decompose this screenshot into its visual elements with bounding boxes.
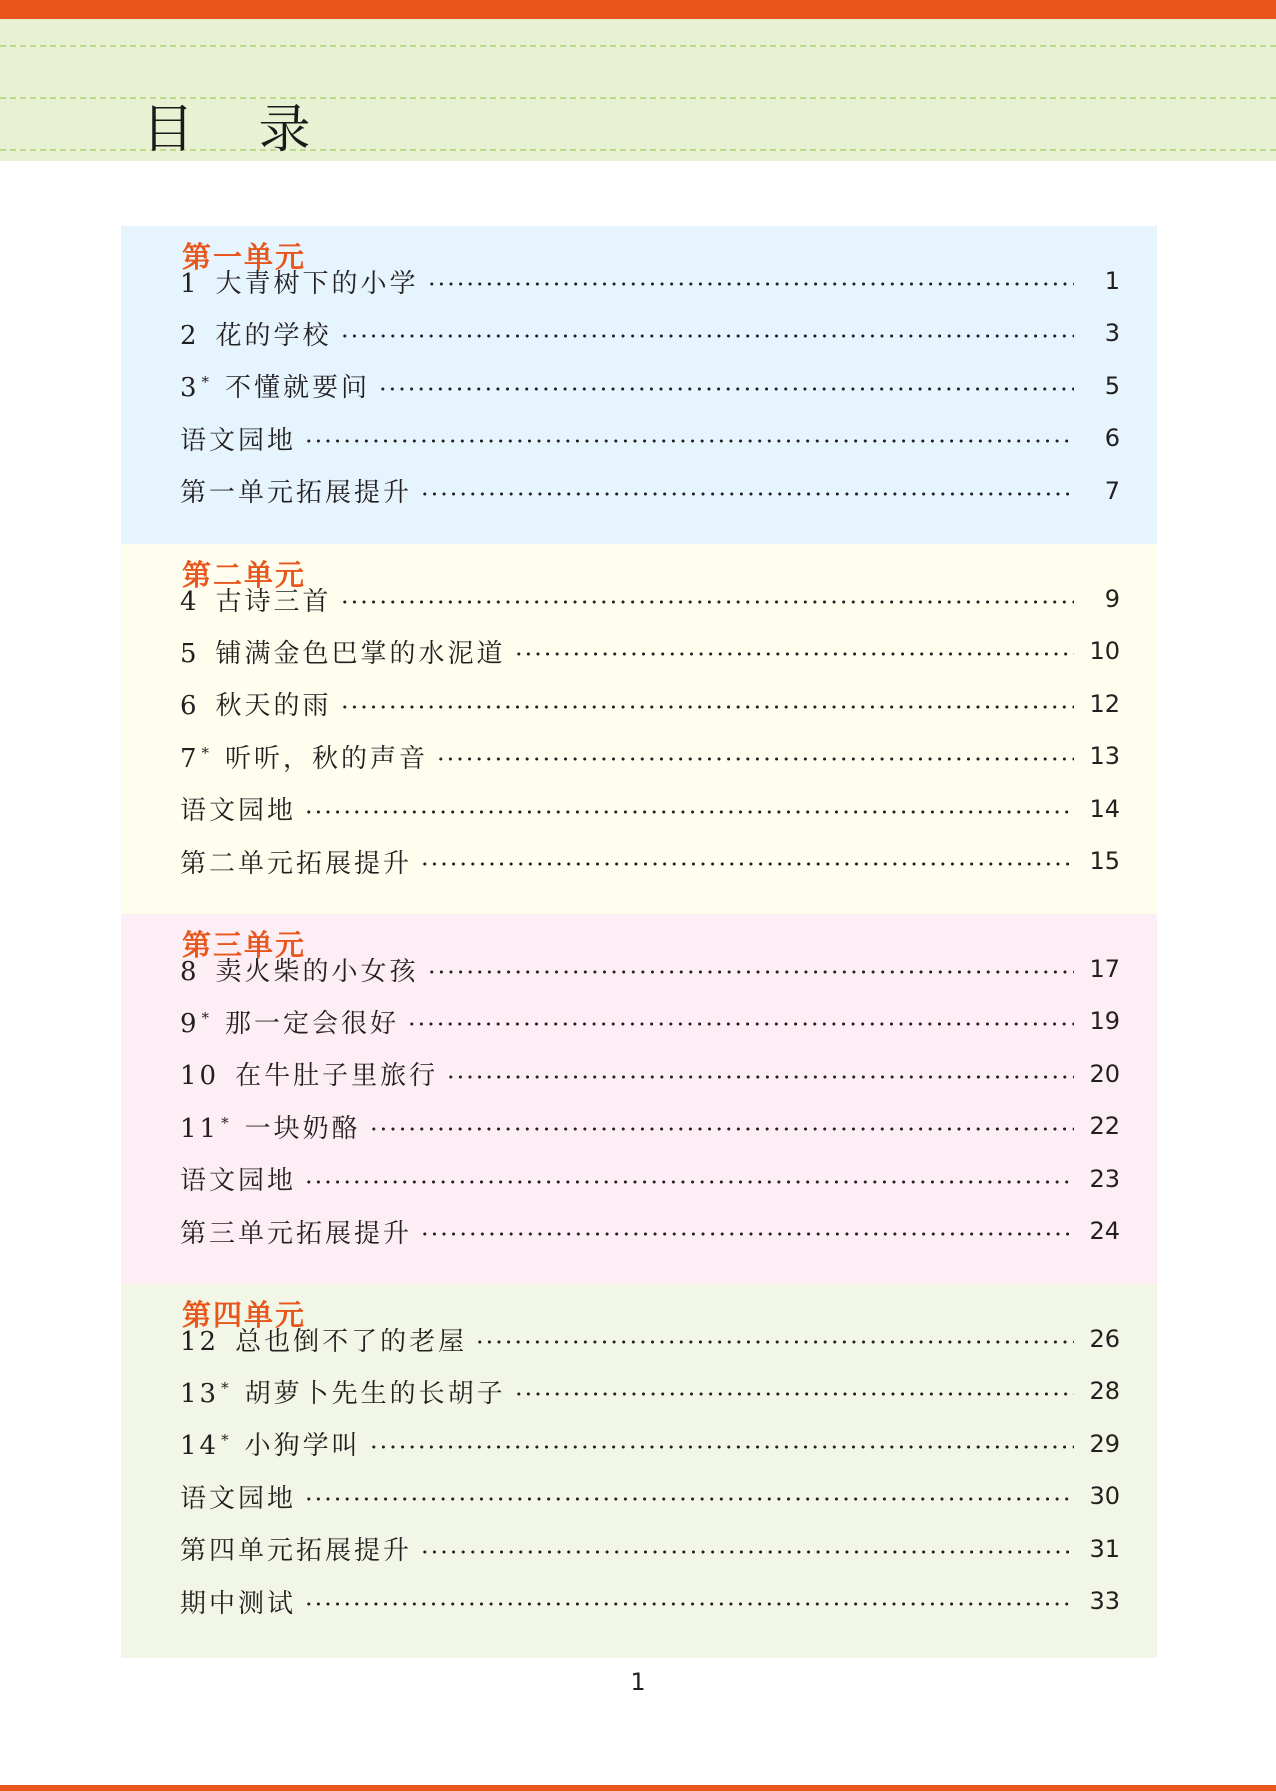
dot-leader: [340, 600, 1074, 604]
entry-number: 10: [180, 1061, 220, 1092]
entry-number: 5: [180, 638, 200, 669]
optional-lesson-mark: *: [201, 373, 210, 392]
dot-leader: [304, 439, 1074, 443]
entry-label: 在牛肚子里旅行: [235, 1061, 439, 1092]
entry-title: [180, 951, 427, 988]
dot-leader: [378, 387, 1074, 391]
entry-label: 语文园地: [180, 796, 297, 827]
toc-entry[interactable]: [180, 841, 1120, 881]
entry-page-number: 31: [1089, 1534, 1120, 1563]
entry-label: 第一单元拓展提升: [180, 478, 413, 509]
entry-label: 大青树下的小学: [215, 268, 419, 299]
entry-number: 1: [180, 268, 200, 299]
entry-title: [180, 1373, 514, 1410]
entry-title: [180, 315, 340, 352]
dot-leader: [340, 334, 1074, 338]
unit-section: [121, 914, 1157, 1284]
dot-leader: [369, 1445, 1074, 1449]
dot-leader: [304, 1180, 1074, 1184]
dot-leader: [340, 705, 1074, 709]
entry-label: 总也倒不了的老屋: [235, 1326, 468, 1357]
toc-entry[interactable]: [180, 631, 1120, 671]
entry-page-number: 6: [1104, 424, 1120, 453]
entry-page-number: 5: [1104, 371, 1120, 400]
entry-page-number: 1: [1104, 267, 1120, 295]
entry-label: 语文园地: [180, 425, 297, 456]
dot-leader: [514, 1392, 1074, 1396]
toc-entry[interactable]: [180, 261, 1120, 301]
entry-title: [180, 633, 514, 670]
toc-entry[interactable]: [180, 1054, 1120, 1094]
entry-page-number: 20: [1089, 1059, 1120, 1088]
toc-entry[interactable]: [180, 1476, 1120, 1516]
entry-label: 那一定会很好: [225, 1008, 400, 1039]
toc-entry[interactable]: [180, 1211, 1120, 1251]
entry-page-number: 22: [1089, 1112, 1120, 1141]
bottom-accent-bar: [0, 1785, 1276, 1791]
entry-title: [180, 472, 420, 509]
toc-entry[interactable]: [180, 1001, 1120, 1041]
toc-entry[interactable]: [180, 736, 1120, 776]
entry-title: [180, 1003, 407, 1040]
entry-page-number: 7: [1104, 476, 1120, 505]
toc-entry[interactable]: [180, 1159, 1120, 1199]
entry-page-number: 29: [1089, 1429, 1120, 1458]
toc-entry[interactable]: [180, 471, 1120, 511]
entry-number: 7: [180, 743, 200, 774]
page-number: 1: [630, 1668, 646, 1696]
entry-number: 6: [180, 691, 200, 722]
entry-label: 花的学校: [215, 320, 332, 351]
entry-page-number: 26: [1089, 1325, 1120, 1353]
entry-number: 2: [180, 320, 200, 351]
entry-label: 期中测试: [180, 1588, 297, 1619]
optional-lesson-mark: *: [221, 1431, 229, 1450]
unit-title: 第二单元: [182, 558, 307, 592]
entry-page-number: 9: [1104, 585, 1120, 613]
toc-entry[interactable]: [180, 1371, 1120, 1411]
dot-leader: [514, 652, 1074, 656]
entry-label: 听听，秋的声音: [225, 743, 429, 774]
entry-title: [180, 1321, 475, 1358]
entry-title: [180, 738, 436, 775]
entry-page-number: 28: [1089, 1377, 1120, 1406]
entry-title: [180, 1425, 369, 1462]
entry-number: 4: [180, 586, 200, 617]
entry-page-number: 3: [1104, 319, 1120, 348]
unit-section: [121, 226, 1157, 544]
dot-leader: [369, 1127, 1074, 1131]
entry-number: 13: [180, 1378, 220, 1409]
dot-leader: [436, 757, 1074, 761]
entry-title: [180, 790, 304, 827]
dot-leader: [427, 970, 1074, 974]
unit-title: 第三单元: [182, 928, 307, 962]
entry-title: [180, 1213, 420, 1250]
entry-page-number: 17: [1089, 955, 1120, 983]
entry-title: [180, 1478, 304, 1515]
dot-leader: [304, 1602, 1074, 1606]
entry-label: 语文园地: [180, 1483, 297, 1514]
entry-label: 第四单元拓展提升: [180, 1536, 413, 1567]
optional-lesson-mark: *: [221, 1113, 229, 1132]
optional-lesson-mark: *: [221, 1378, 229, 1397]
entry-number: 3: [180, 373, 200, 404]
dot-leader: [304, 1497, 1074, 1501]
entry-title: [180, 1583, 304, 1620]
dot-leader: [420, 1232, 1074, 1236]
dashed-rule: [0, 45, 1276, 47]
entry-number: 8: [180, 956, 200, 987]
dot-leader: [446, 1075, 1074, 1079]
entry-label: 不懂就要问: [225, 373, 371, 404]
entry-label: 铺满金色巴掌的水泥道: [215, 638, 506, 669]
dot-leader: [407, 1022, 1074, 1026]
toc-entry[interactable]: [180, 684, 1120, 724]
entry-label: 胡萝卜先生的长胡子: [244, 1378, 506, 1409]
toc-entry[interactable]: [180, 1424, 1120, 1464]
unit-section: [121, 544, 1157, 914]
dot-leader: [420, 1550, 1074, 1554]
toc-entry[interactable]: [180, 1319, 1120, 1359]
dot-leader: [475, 1340, 1074, 1344]
toc-entry[interactable]: [180, 789, 1120, 829]
toc-entry[interactable]: [180, 949, 1120, 989]
entry-title: [180, 263, 427, 300]
entry-label: 秋天的雨: [215, 691, 332, 722]
entry-page-number: 15: [1089, 847, 1120, 875]
entry-label: 一块奶酪: [244, 1113, 361, 1144]
dot-leader: [427, 282, 1074, 286]
entry-title: [180, 1160, 304, 1197]
entry-title: [180, 1530, 420, 1567]
entry-number: 14: [180, 1431, 220, 1462]
entry-title: [180, 367, 378, 404]
top-accent-bar: [0, 0, 1276, 19]
dot-leader: [420, 492, 1074, 496]
entry-label: 第三单元拓展提升: [180, 1218, 413, 1249]
entry-page-number: 10: [1089, 637, 1120, 666]
entry-title: [180, 420, 304, 457]
entry-page-number: 14: [1089, 794, 1120, 823]
unit-title: 第一单元: [182, 240, 307, 274]
toc-entry[interactable]: [180, 313, 1120, 353]
toc-entry[interactable]: [180, 1106, 1120, 1146]
entry-title: [180, 1055, 446, 1092]
entry-page-number: 12: [1089, 689, 1120, 718]
page-title: 目 录: [142, 100, 335, 160]
entry-page-number: 19: [1089, 1007, 1120, 1036]
entry-page-number: 30: [1089, 1482, 1120, 1511]
entry-label: 小狗学叫: [244, 1431, 361, 1462]
entry-title: [180, 685, 340, 722]
unit-title: 第四单元: [182, 1298, 307, 1332]
entry-number: 11: [180, 1113, 220, 1144]
entry-title: [180, 581, 340, 618]
entry-number: 12: [180, 1326, 220, 1357]
unit-section: [121, 1284, 1157, 1658]
entry-label: 古诗三首: [215, 586, 332, 617]
dot-leader: [420, 862, 1074, 866]
toc-entry[interactable]: [180, 579, 1120, 619]
entry-label: 第二单元拓展提升: [180, 848, 413, 879]
toc-entry[interactable]: [180, 366, 1120, 406]
toc-entry[interactable]: [180, 1529, 1120, 1569]
toc-entry[interactable]: [180, 1581, 1120, 1621]
dot-leader: [304, 810, 1074, 814]
entry-number: 9: [180, 1008, 200, 1039]
entry-page-number: 23: [1089, 1164, 1120, 1193]
entry-title: [180, 1108, 369, 1145]
toc-entry[interactable]: [180, 418, 1120, 458]
optional-lesson-mark: *: [201, 743, 210, 762]
entry-page-number: 33: [1089, 1587, 1120, 1615]
entry-title: [180, 843, 420, 880]
optional-lesson-mark: *: [201, 1008, 210, 1027]
entry-page-number: 13: [1089, 742, 1120, 771]
entry-label: 语文园地: [180, 1166, 297, 1197]
entry-label: 卖火柴的小女孩: [215, 956, 419, 987]
entry-page-number: 24: [1089, 1217, 1120, 1245]
